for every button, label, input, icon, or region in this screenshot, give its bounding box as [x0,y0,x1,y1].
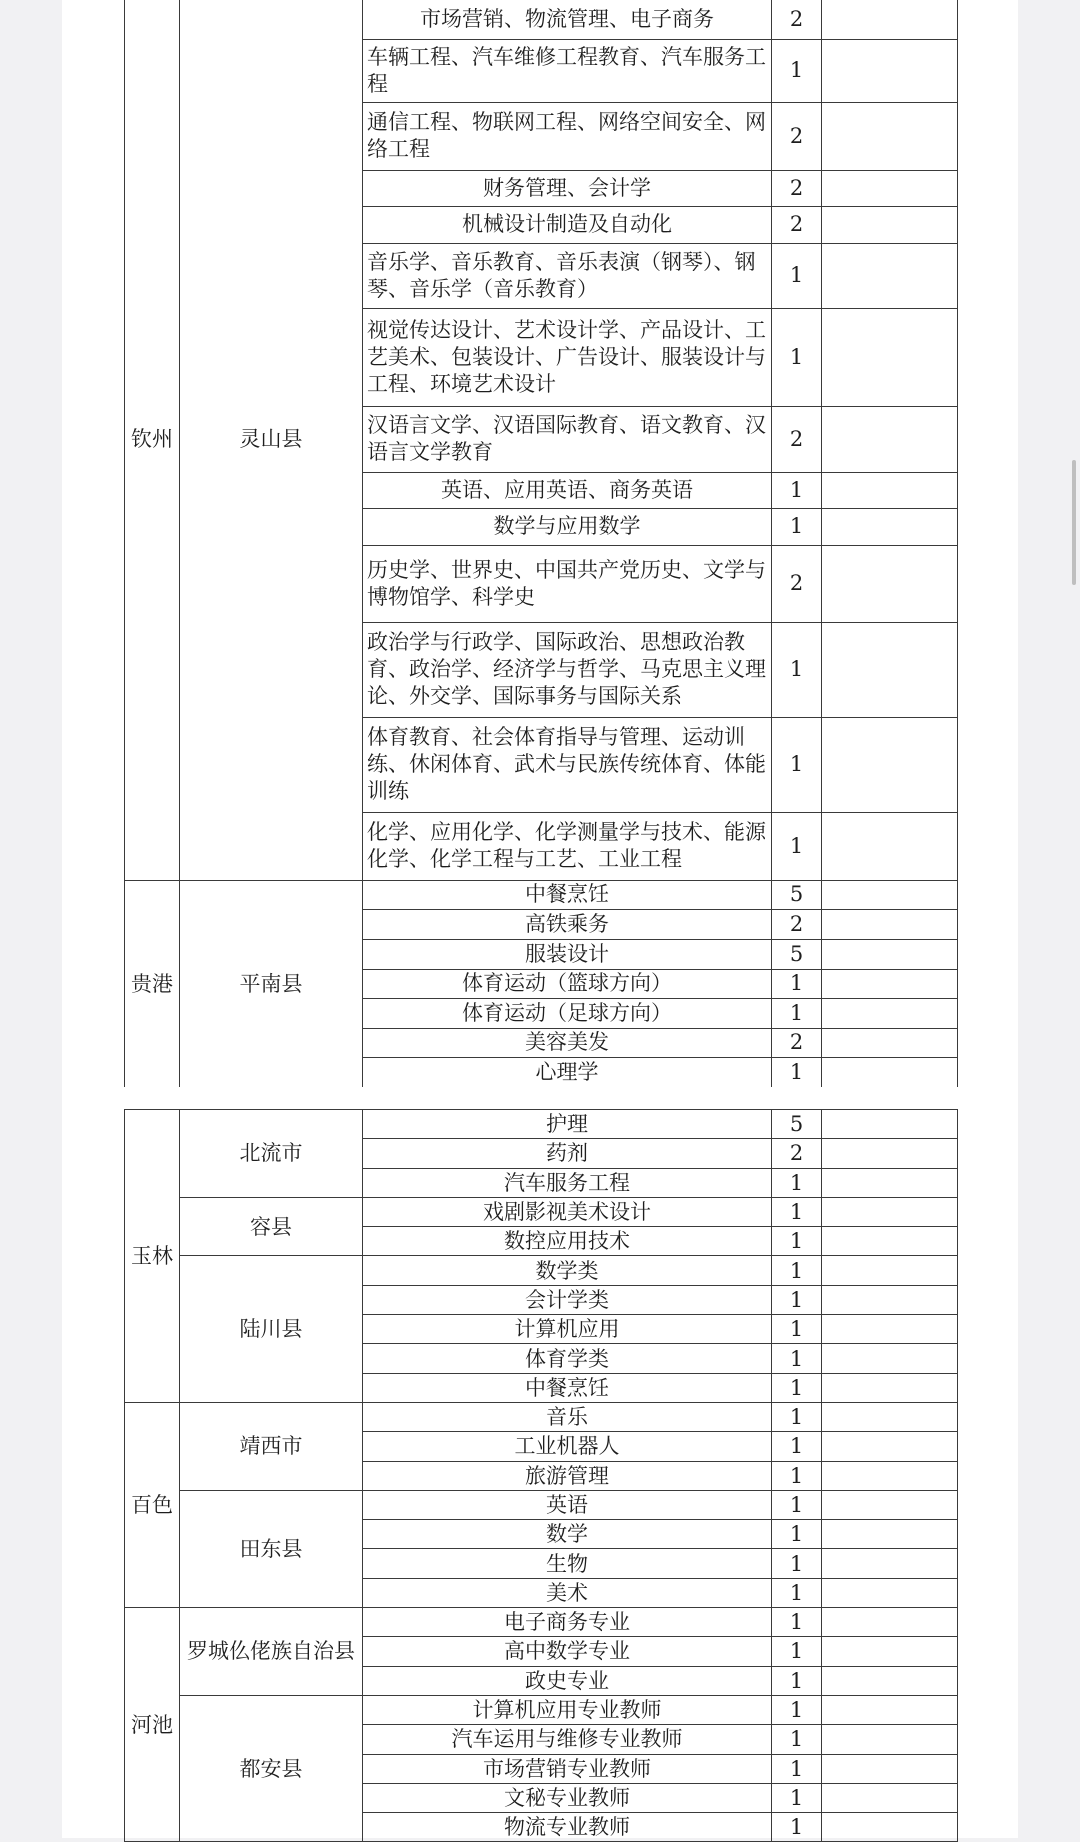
remark-cell [822,1754,958,1783]
major-cell: 高中数学专业 [363,1637,772,1666]
scrollbar-thumb[interactable] [1072,460,1076,585]
major-cell: 化学、应用化学、化学测量学与技术、能源化学、化学工程与工艺、工业工程 [363,812,772,880]
count-cell: 1 [772,1432,822,1461]
count-cell: 1 [772,1227,822,1256]
remark-cell [822,472,958,508]
table-row [125,1695,958,1724]
major-cell: 政史专业 [363,1666,772,1695]
count-cell: 1 [772,812,822,880]
page-gap [124,1087,958,1108]
remark-cell [822,1373,958,1402]
count-cell: 2 [772,545,822,622]
remark-cell [822,1057,958,1088]
remark-cell [822,1315,958,1344]
count-cell: 1 [772,1168,822,1197]
major-cell: 旅游管理 [363,1461,772,1490]
count-cell: 2 [772,0,822,39]
county-cell: 罗城仫佬族自治县 [180,1608,363,1696]
major-cell: 体育运动（篮球方向） [363,969,772,998]
remark-cell [822,1608,958,1637]
major-cell: 市场营销、物流管理、电子商务 [363,0,772,39]
count-cell: 1 [772,1754,822,1783]
remark-cell [822,0,958,39]
count-cell: 1 [772,1608,822,1637]
count-cell: 1 [772,1402,822,1431]
remark-cell [822,170,958,206]
major-cell: 历史学、世界史、中国共产党历史、文学与博物馆学、科学史 [363,545,772,622]
table-row [125,1608,958,1637]
count-cell: 1 [772,508,822,545]
remark-cell [822,1028,958,1057]
remark-cell [822,880,958,909]
count-cell: 1 [772,998,822,1028]
count-cell: 1 [772,472,822,508]
major-cell: 机械设计制造及自动化 [363,206,772,243]
remark-cell [822,1168,958,1197]
major-cell: 物流专业教师 [363,1813,772,1842]
major-cell: 心理学 [363,1057,772,1088]
remark-cell [822,717,958,812]
remark-cell [822,243,958,308]
major-cell: 数控应用技术 [363,1227,772,1256]
count-cell: 2 [772,170,822,206]
major-cell: 会计学类 [363,1285,772,1314]
major-cell: 文秘专业教师 [363,1783,772,1812]
remark-cell [822,406,958,472]
remark-cell [822,812,958,880]
remark-cell [822,1783,958,1812]
major-cell: 体育教育、社会体育指导与管理、运动训练、休闲体育、武术与民族传统体育、体能训练 [363,717,772,812]
county-cell: 容县 [180,1197,363,1256]
count-cell: 1 [772,1315,822,1344]
major-cell: 市场营销专业教师 [363,1754,772,1783]
remark-cell [822,1197,958,1226]
remark-cell [822,1490,958,1519]
major-cell: 体育运动（足球方向） [363,998,772,1028]
count-cell: 2 [772,102,822,170]
count-cell: 1 [772,243,822,308]
remark-cell [822,1432,958,1461]
city-cell: 河池 [125,1608,180,1842]
major-cell: 护理 [363,1110,772,1139]
remark-cell [822,1344,958,1373]
remark-cell [822,545,958,622]
count-cell: 1 [772,1549,822,1578]
remark-cell [822,939,958,969]
recruitment-table-part1 [124,0,958,1089]
county-cell: 北流市 [180,1110,363,1198]
table-row [125,1490,958,1519]
major-cell: 生物 [363,1549,772,1578]
count-cell: 2 [772,909,822,939]
major-cell: 电子商务专业 [363,1608,772,1637]
count-cell: 1 [772,1057,822,1088]
major-cell: 高铁乘务 [363,909,772,939]
major-cell: 美术 [363,1578,772,1607]
major-cell: 体育学类 [363,1344,772,1373]
remark-cell [822,969,958,998]
city-cell: 玉林 [125,1110,180,1403]
count-cell: 1 [772,1666,822,1695]
count-cell: 1 [772,1813,822,1842]
count-cell: 1 [772,1285,822,1314]
count-cell: 5 [772,1110,822,1139]
major-cell: 汉语言文学、汉语国际教育、语文教育、汉语言文学教育 [363,406,772,472]
count-cell: 2 [772,406,822,472]
major-cell: 汽车服务工程 [363,1168,772,1197]
remark-cell [822,622,958,717]
city-cell: 百色 [125,1402,180,1607]
table-row [125,1110,958,1139]
major-cell: 音乐学、音乐教育、音乐表演（钢琴）、钢琴、音乐学（音乐教育） [363,243,772,308]
count-cell: 1 [772,1520,822,1549]
remark-cell [822,1256,958,1285]
count-cell: 1 [772,1578,822,1607]
count-cell: 2 [772,206,822,243]
major-cell: 财务管理、会计学 [363,170,772,206]
major-cell: 政治学与行政学、国际政治、思想政治教育、政治学、经济学与哲学、马克思主义理论、外交学、国际事务与国际关系 [363,622,772,717]
count-cell: 1 [772,1197,822,1226]
remark-cell [822,1402,958,1431]
major-cell: 药剂 [363,1139,772,1168]
county-cell: 田东县 [180,1490,363,1607]
remark-cell [822,1520,958,1549]
remark-cell [822,102,958,170]
table-row [125,0,958,39]
table-row [125,1256,958,1285]
table-row [125,1197,958,1226]
remark-cell [822,1725,958,1754]
count-cell: 1 [772,1373,822,1402]
count-cell: 1 [772,1695,822,1724]
count-cell: 1 [772,308,822,406]
count-cell: 1 [772,1256,822,1285]
remark-cell [822,39,958,102]
remark-cell [822,1578,958,1607]
count-cell: 2 [772,1028,822,1057]
count-cell: 1 [772,622,822,717]
county-cell: 靖西市 [180,1402,363,1490]
remark-cell [822,1139,958,1168]
city-cell: 贵港 [125,880,180,1088]
remark-cell [822,1549,958,1578]
city-cell: 钦州 [125,0,180,880]
major-cell: 汽车运用与维修专业教师 [363,1725,772,1754]
major-cell: 英语 [363,1490,772,1519]
count-cell: 2 [772,1139,822,1168]
count-cell: 1 [772,1490,822,1519]
county-cell: 陆川县 [180,1256,363,1402]
recruitment-table-part2 [124,1109,958,1842]
remark-cell [822,1110,958,1139]
count-cell: 5 [772,939,822,969]
major-cell: 音乐 [363,1402,772,1431]
major-cell: 车辆工程、汽车维修工程教育、汽车服务工程 [363,39,772,102]
count-cell: 1 [772,1344,822,1373]
major-cell: 工业机器人 [363,1432,772,1461]
count-cell: 1 [772,39,822,102]
remark-cell [822,909,958,939]
count-cell: 1 [772,969,822,998]
remark-cell [822,998,958,1028]
county-cell: 灵山县 [180,0,363,880]
count-cell: 5 [772,880,822,909]
count-cell: 1 [772,1783,822,1812]
major-cell: 计算机应用 [363,1315,772,1344]
major-cell: 数学类 [363,1256,772,1285]
count-cell: 1 [772,1725,822,1754]
count-cell: 1 [772,717,822,812]
count-cell: 1 [772,1637,822,1666]
county-cell: 都安县 [180,1695,363,1841]
remark-cell [822,308,958,406]
county-cell: 平南县 [180,880,363,1088]
major-cell: 数学 [363,1520,772,1549]
major-cell: 中餐烹饪 [363,1373,772,1402]
major-cell: 戏剧影视美术设计 [363,1197,772,1226]
major-cell: 美容美发 [363,1028,772,1057]
major-cell: 通信工程、物联网工程、网络空间安全、网络工程 [363,102,772,170]
remark-cell [822,508,958,545]
remark-cell [822,206,958,243]
major-cell: 英语、应用英语、商务英语 [363,472,772,508]
table-row [125,1402,958,1431]
major-cell: 中餐烹饪 [363,880,772,909]
remark-cell [822,1666,958,1695]
remark-cell [822,1637,958,1666]
remark-cell [822,1285,958,1314]
remark-cell [822,1227,958,1256]
remark-cell [822,1461,958,1490]
major-cell: 视觉传达设计、艺术设计学、产品设计、工艺美术、包装设计、广告设计、服装设计与工程、环境艺术设计 [363,308,772,406]
count-cell: 1 [772,1461,822,1490]
major-cell: 服装设计 [363,939,772,969]
major-cell: 数学与应用数学 [363,508,772,545]
table-row [125,880,958,909]
remark-cell [822,1695,958,1724]
major-cell: 计算机应用专业教师 [363,1695,772,1724]
